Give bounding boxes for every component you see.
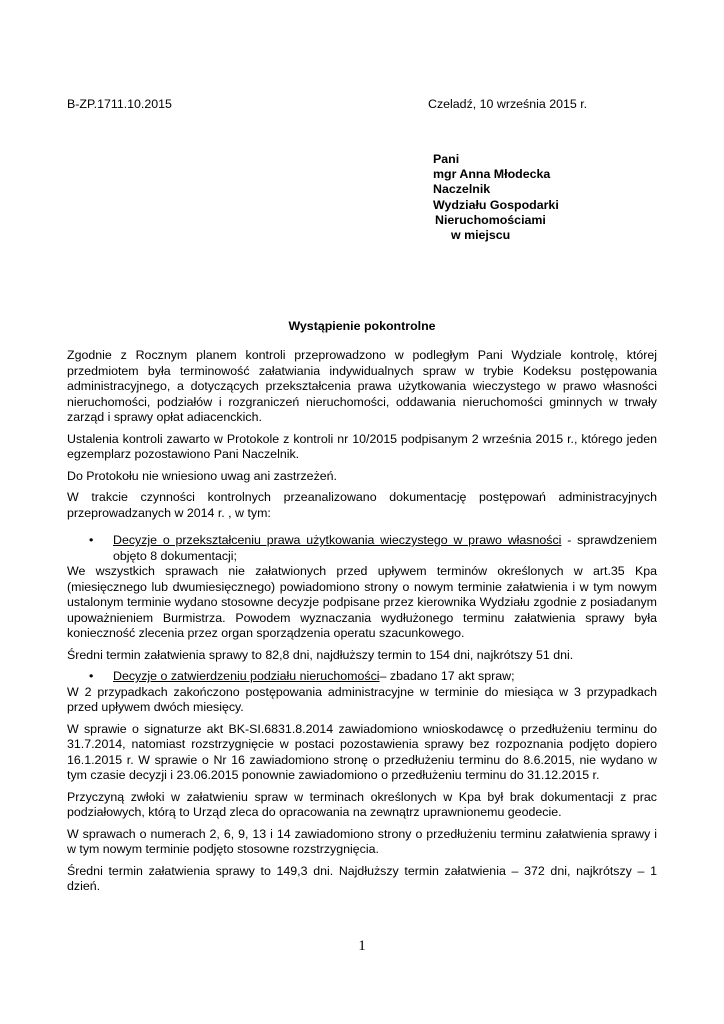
document-body	[67, 348, 657, 901]
addressee-line: Naczelnik	[433, 182, 491, 197]
document-title: Wystąpienie pokontrolne	[288, 319, 436, 333]
paragraph: Średni termin załatwienia sprawy to 149,3 dni. Najdłuższy termin załatwienia – 372 dni, najkrótszy – 1 dzień.	[67, 863, 657, 893]
bullet-icon: •	[89, 669, 94, 683]
paragraph: W trakcie czynności kontrolnych przeanalizowano dokumentację postępowań administracyjnych przeprowadzanych w 2014 r. , w tym:	[67, 490, 657, 520]
paragraph: Ustalenia kontroli zawarto w Protokole z kontroli nr 10/2015 podpisanym 2 września 2015 r., którego jeden egzemplarz pozostawiono Pani Naczelnik.	[67, 431, 657, 461]
list-item-underlined: Decyzje o przekształceniu prawa użytkowania wieczystego w prawo własności	[113, 533, 562, 547]
paragraph: Zgodnie z Rocznym planem kontroli przeprowadzono w podległym Pani Wydziale kontrolę, której przedmiotem była terminowość załatwiania indywidualnych spraw w trybie Kodeksu postępowania administracyjnego, a dotyczących przekształcenia prawa użytkowania wieczystego w prawo własności nieruchomości, podziałów i rozgraniczeń nieruchomości, oddawania nieruchomości gminnych w trwały zarząd i sprawy opłat adiacenckich.	[67, 348, 657, 424]
paragraph: W sprawach o numerach 2, 6, 9, 13 i 14 zawiadomiono strony o przedłużeniu terminu załatwienia sprawy i w tym nowym terminie podjęto stosowne rozstrzygnięcia.	[67, 826, 657, 856]
paragraph: Do Protokołu nie wniesiono uwag ani zastrzeżeń.	[67, 468, 337, 483]
bullet-list	[67, 533, 657, 564]
bullet-list	[67, 669, 657, 685]
page-number: 1	[358, 938, 366, 954]
list-item-text: – zbadano 17 akt spraw;	[379, 669, 515, 683]
bullet-icon: •	[89, 533, 94, 547]
list-item	[67, 533, 657, 564]
addressee-line: w miejscu	[451, 228, 511, 243]
paragraph: We wszystkich sprawach nie załatwionych przed upływem terminów określonych w art.35 Kpa (miesięcznego lub dwumiesięcznego) powiadomiono strony o nowym terminie załatwienia i w tym nowym ustalonym terminie wydano stosowne decyzje podpisane przez kierownika Wydziału zgodnie z posiadanym upoważnieniem Burmistrza. Powodem wyznaczania wydłużonego terminu załatwienia sprawy była konieczność zlecenia przez organ sporządzenia operatu szacunkowego.	[67, 564, 657, 640]
paragraph: W sprawie o signaturze akt BK-SI.6831.8.2014 zawiadomiono wnioskodawcę o przedłużeniu terminu do 31.7.2014, natomiast rozstrzygnięcie w postaci pozostawienia sprawy bez rozpoznania podjęto dopiero 16.1.2015 r. W sprawie o Nr 16 zawiadomiono stronę o przedłużeniu terminu do 8.6.2015, nie wydano w tym czasie decyzji i 23.06.2015 ponownie zawiadomiono o przedłużeniu terminu do 31.12.2015 r.	[67, 721, 657, 782]
addressee-line: Pani	[433, 152, 460, 166]
addressee-line: Nieruchomościami	[435, 212, 546, 227]
addressee-block	[433, 152, 559, 243]
reference-number: B-ZP.1711.10.2015	[67, 97, 172, 111]
addressee-line: Wydziału Gospodarki	[433, 197, 559, 212]
list-item	[67, 669, 657, 685]
addressee-line: mgr Anna Młodecka	[433, 167, 551, 182]
list-item-text: - sprawdzeniem objęto 8 dokumentacji;	[113, 533, 657, 563]
place-and-date: Czeladź, 10 września 2015 r.	[428, 97, 588, 111]
paragraph: Średni termin załatwienia sprawy to 82,8 dni, najdłuższy termin to 154 dni, najkrótszy 51 dni.	[67, 647, 574, 662]
list-item-underlined: Decyzje o zatwierdzeniu podziału nieruchomości	[113, 669, 380, 683]
paragraph: Przyczyną zwłoki w załatwieniu spraw w terminach określonych w Kpa był brak dokumentacji z prac podziałowych, którą to Urząd zleca do opracowania na zewnątrz uprawnionemu geodecie.	[67, 789, 657, 819]
paragraph: W 2 przypadkach zakończono postępowania administracyjne w terminie do miesiąca w 3 przypadkach przed upływem dwóch miesięcy.	[67, 684, 657, 714]
